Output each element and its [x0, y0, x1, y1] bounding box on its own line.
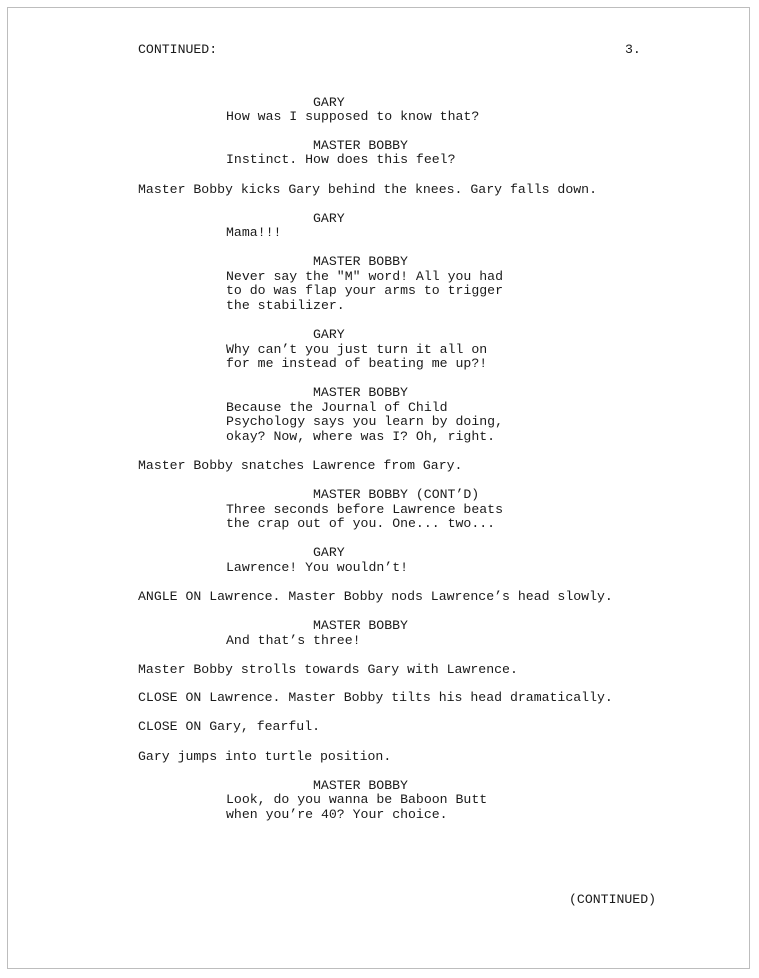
dialogue-line: How was I supposed to know that?	[226, 109, 480, 124]
dialogue-line: Never say the "M" word! All you had	[226, 269, 503, 284]
dialogue-line: And that’s three!	[226, 633, 361, 648]
dialogue-line: when you’re 40? Your choice.	[226, 807, 448, 822]
character-cue: GARY	[313, 545, 345, 560]
dialogue-line: the stabilizer.	[226, 298, 345, 313]
character-cue: MASTER BOBBY	[313, 385, 408, 400]
dialogue-line: Mama!!!	[226, 225, 282, 240]
dialogue-line: for me instead of beating me up?!	[226, 356, 488, 371]
dialogue-line: Why can’t you just turn it all on	[226, 342, 488, 357]
character-cue: MASTER BOBBY	[313, 138, 408, 153]
dialogue-line: Because the Journal of Child	[226, 400, 448, 415]
dialogue-line: the crap out of you. One... two...	[226, 516, 496, 531]
character-cue: MASTER BOBBY	[313, 618, 408, 633]
character-cue: MASTER BOBBY (CONT’D)	[313, 487, 480, 502]
character-cue: GARY	[313, 95, 345, 110]
action-line: ANGLE ON Lawrence. Master Bobby nods Lawrence’s head slowly.	[138, 589, 613, 604]
page-number: 3.	[625, 42, 641, 57]
action-line: Master Bobby snatches Lawrence from Gary.	[138, 458, 463, 473]
action-line: CLOSE ON Gary, fearful.	[138, 719, 321, 734]
action-line: Master Bobby kicks Gary behind the knees. Gary falls down.	[138, 182, 597, 197]
action-line: Gary jumps into turtle position.	[138, 749, 392, 764]
action-line: Master Bobby strolls towards Gary with Lawrence.	[138, 662, 518, 677]
dialogue-line: Three seconds before Lawrence beats	[226, 502, 503, 517]
continued-footer: (CONTINUED)	[569, 892, 657, 907]
dialogue-line: to do was flap your arms to trigger	[226, 283, 503, 298]
character-cue: MASTER BOBBY	[313, 778, 408, 793]
action-line: CLOSE ON Lawrence. Master Bobby tilts his head dramatically.	[138, 690, 613, 705]
dialogue-line: Instinct. How does this feel?	[226, 152, 456, 167]
dialogue-line: okay? Now, where was I? Oh, right.	[226, 429, 496, 444]
dialogue-line: Look, do you wanna be Baboon Butt	[226, 792, 488, 807]
character-cue: GARY	[313, 211, 345, 226]
continued-header: CONTINUED:	[138, 42, 218, 57]
character-cue: MASTER BOBBY	[313, 254, 408, 269]
character-cue: GARY	[313, 327, 345, 342]
dialogue-line: Psychology says you learn by doing,	[226, 414, 503, 429]
dialogue-line: Lawrence! You wouldn’t!	[226, 560, 409, 575]
